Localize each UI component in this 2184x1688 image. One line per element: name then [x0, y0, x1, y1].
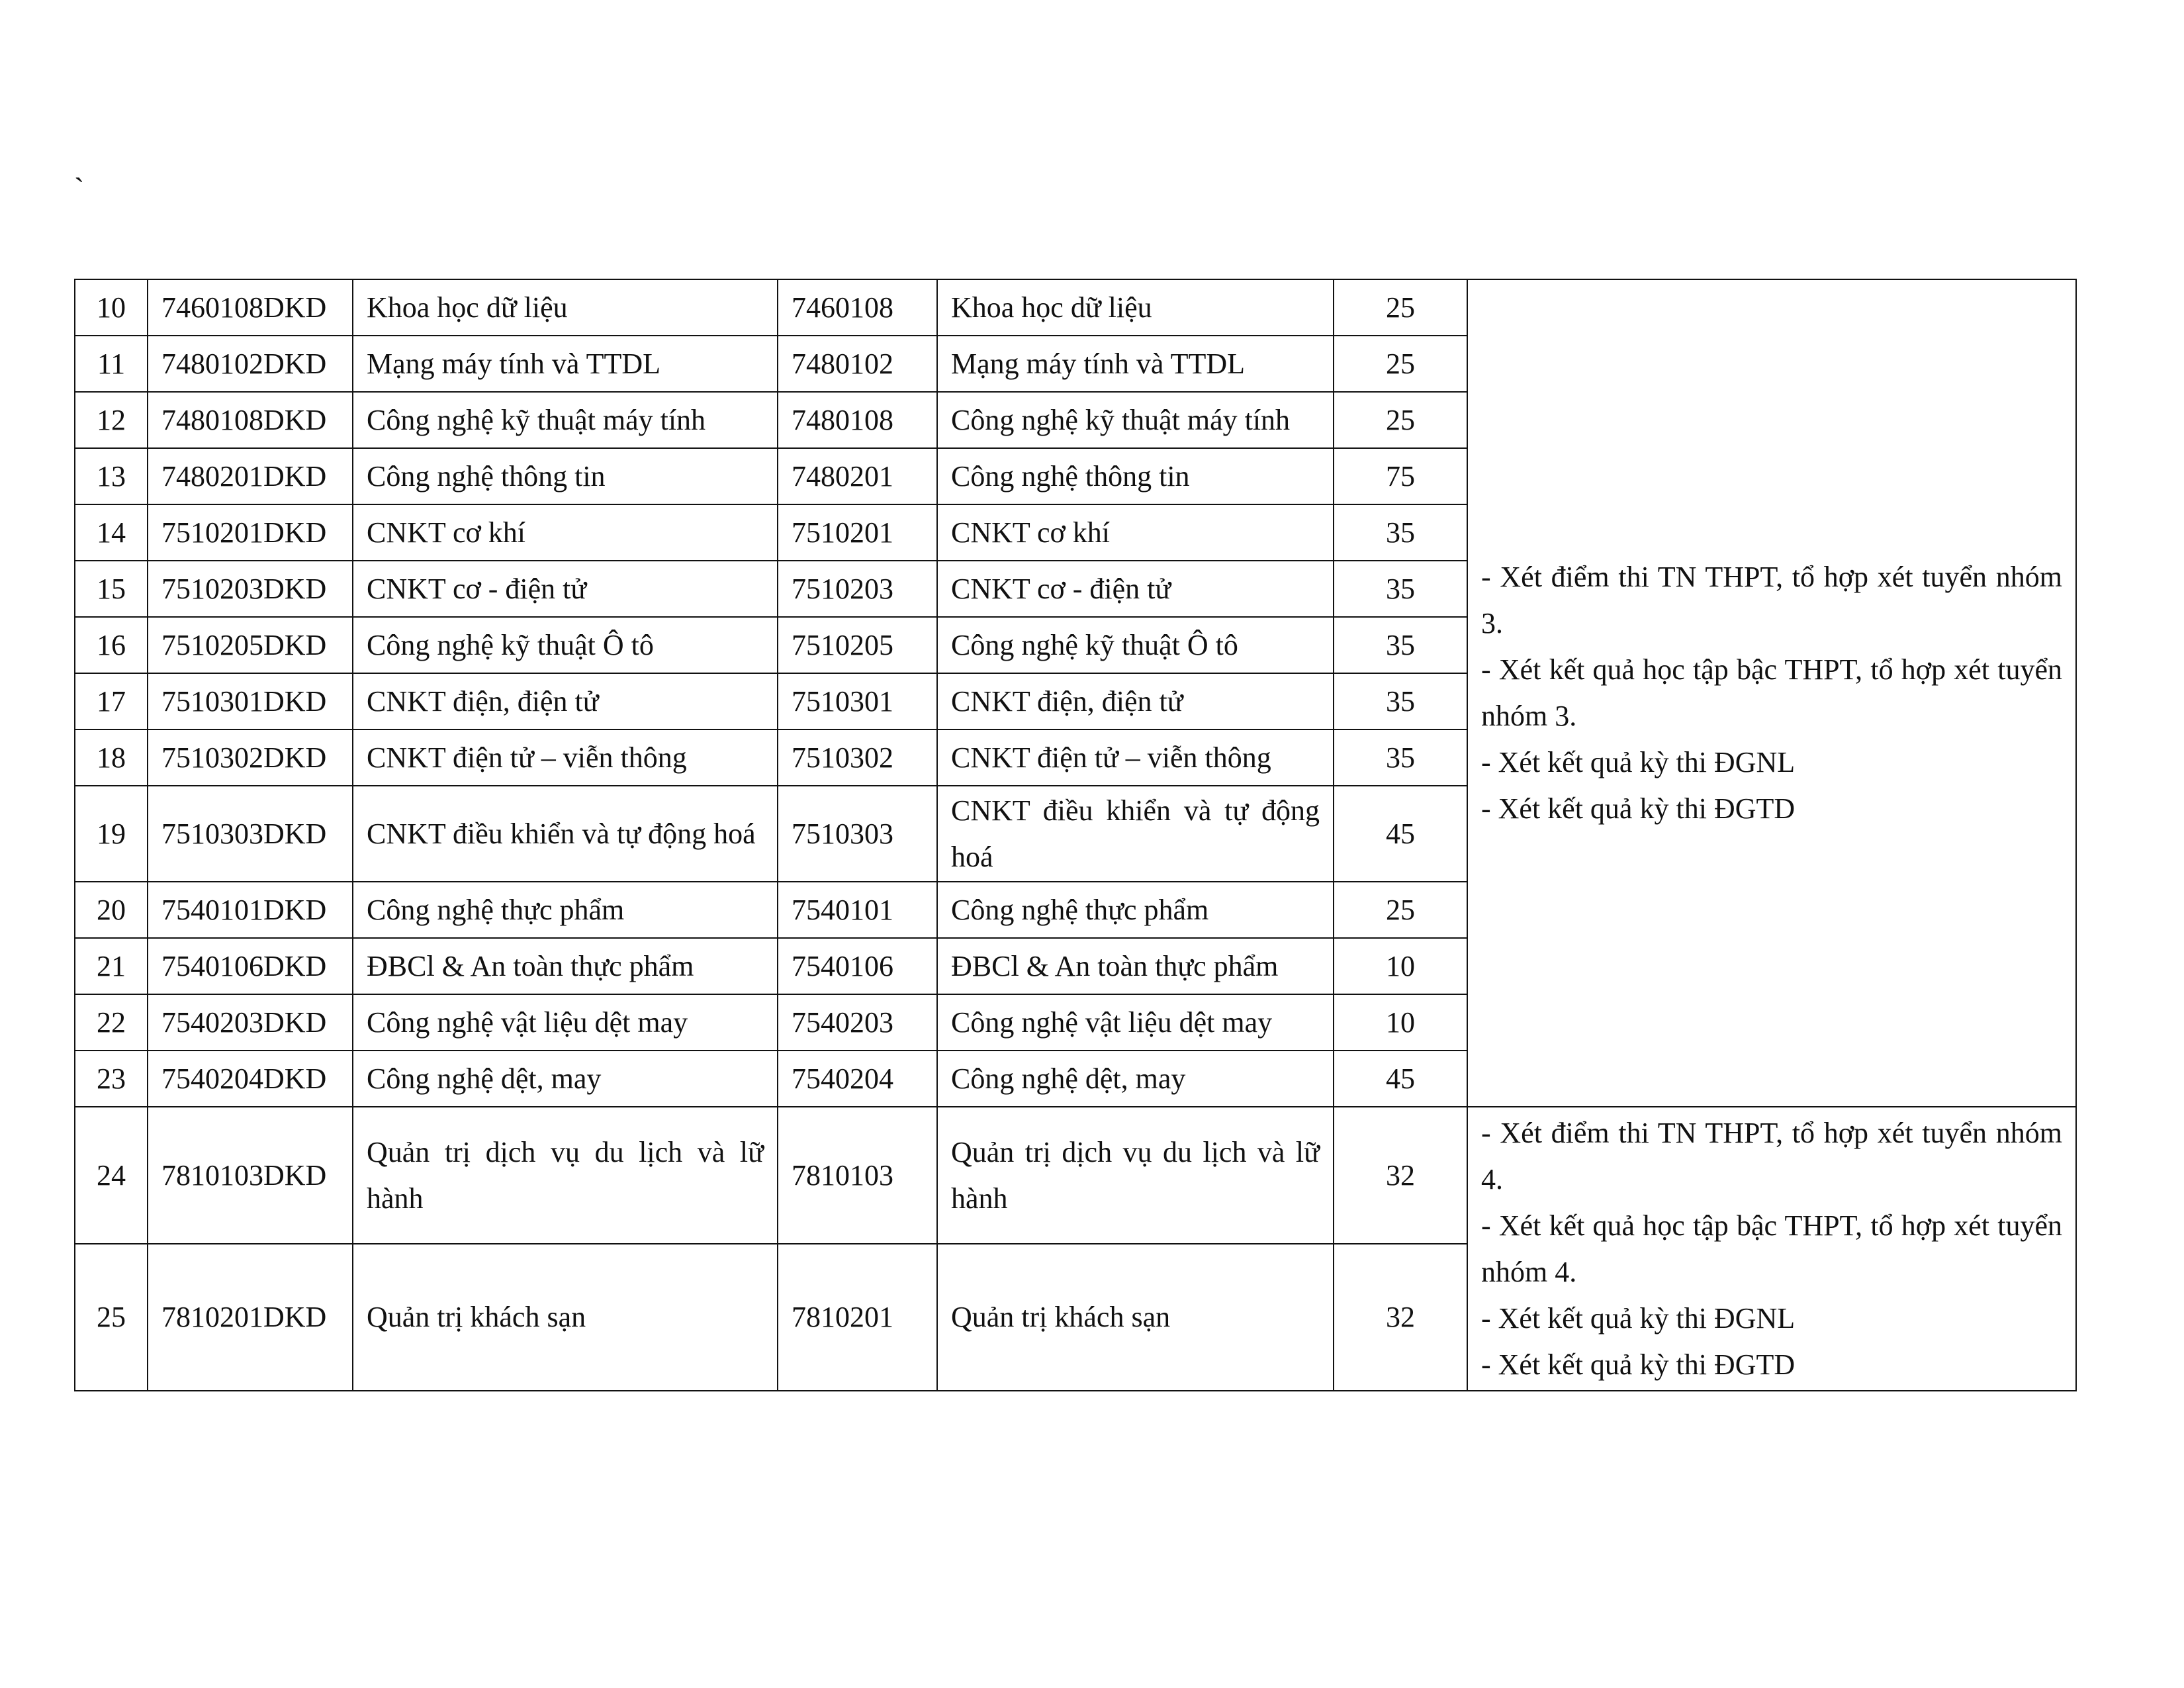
program-name: CNKT điện, điện tử: [353, 673, 778, 729]
quota: 45: [1334, 786, 1467, 882]
row-number: 22: [75, 994, 148, 1051]
program-name: Mạng máy tính và TTDL: [353, 336, 778, 392]
quota: 35: [1334, 504, 1467, 561]
program-name: Quản trị dịch vụ du lịch và lữ hành: [353, 1107, 778, 1244]
program-name: CNKT cơ - điện tử: [353, 561, 778, 617]
quota: 10: [1334, 938, 1467, 994]
row-number: 25: [75, 1244, 148, 1391]
row-number: 15: [75, 561, 148, 617]
program-code: 7510301DKD: [148, 673, 353, 729]
program-name: Công nghệ kỹ thuật máy tính: [353, 392, 778, 448]
program-code: 7480108DKD: [148, 392, 353, 448]
program-code: 7510201DKD: [148, 504, 353, 561]
major-code: 7540101: [778, 882, 937, 938]
quota: 25: [1334, 392, 1467, 448]
program-name: CNKT cơ khí: [353, 504, 778, 561]
major-name: CNKT cơ - điện tử: [937, 561, 1334, 617]
major-name: Công nghệ thực phẩm: [937, 882, 1334, 938]
row-number: 18: [75, 729, 148, 786]
major-name: CNKT điều khiển và tự động hoá: [937, 786, 1334, 882]
table-row: [75, 1107, 2076, 1244]
program-code: 7480102DKD: [148, 336, 353, 392]
quota: 35: [1334, 673, 1467, 729]
program-name: ĐBCl & An toàn thực phẩm: [353, 938, 778, 994]
major-name: Quản trị dịch vụ du lịch và lữ hành: [937, 1107, 1334, 1244]
program-code: 7540203DKD: [148, 994, 353, 1051]
quota: 32: [1334, 1107, 1467, 1244]
program-code: 7810103DKD: [148, 1107, 353, 1244]
quota: 35: [1334, 617, 1467, 673]
admissions-table: [74, 279, 2077, 1391]
major-code: 7480201: [778, 448, 937, 504]
program-code: 7510205DKD: [148, 617, 353, 673]
row-number: 17: [75, 673, 148, 729]
major-name: Quản trị khách sạn: [937, 1244, 1334, 1391]
quota: 35: [1334, 729, 1467, 786]
method-line: - Xét kết quả kỳ thi ĐGTD: [1481, 792, 1796, 825]
row-number: 23: [75, 1051, 148, 1107]
quota: 25: [1334, 279, 1467, 336]
method-line: - Xét điểm thi TN THPT, tổ hợp xét tuyển nhóm 4.: [1481, 1116, 2062, 1196]
row-number: 24: [75, 1107, 148, 1244]
row-number: 12: [75, 392, 148, 448]
quota: 32: [1334, 1244, 1467, 1391]
program-name: Công nghệ thực phẩm: [353, 882, 778, 938]
major-name: Công nghệ kỹ thuật Ô tô: [937, 617, 1334, 673]
admission-methods-group-3: [1467, 279, 2076, 1107]
table-row: [75, 279, 2076, 336]
major-name: Mạng máy tính và TTDL: [937, 336, 1334, 392]
program-code: 7510203DKD: [148, 561, 353, 617]
major-name: Công nghệ kỹ thuật máy tính: [937, 392, 1334, 448]
major-code: 7810201: [778, 1244, 937, 1391]
program-code: 7540106DKD: [148, 938, 353, 994]
major-name: CNKT cơ khí: [937, 504, 1334, 561]
major-name: ĐBCl & An toàn thực phẩm: [937, 938, 1334, 994]
quota: 25: [1334, 336, 1467, 392]
program-name: Công nghệ dệt, may: [353, 1051, 778, 1107]
row-number: 16: [75, 617, 148, 673]
major-name: Khoa học dữ liệu: [937, 279, 1334, 336]
program-code: 7510302DKD: [148, 729, 353, 786]
program-code: 7540101DKD: [148, 882, 353, 938]
major-code: 7480108: [778, 392, 937, 448]
quota: 45: [1334, 1051, 1467, 1107]
row-number: 11: [75, 336, 148, 392]
quota: 25: [1334, 882, 1467, 938]
program-name: Công nghệ thông tin: [353, 448, 778, 504]
major-code: 7480102: [778, 336, 937, 392]
major-name: Công nghệ dệt, may: [937, 1051, 1334, 1107]
program-code: 7810201DKD: [148, 1244, 353, 1391]
row-number: 20: [75, 882, 148, 938]
program-name: CNKT điều khiển và tự động hoá: [353, 786, 778, 882]
major-code: 7510205: [778, 617, 937, 673]
row-number: 19: [75, 786, 148, 882]
major-code: 7540203: [778, 994, 937, 1051]
method-line: - Xét kết quả kỳ thi ĐGNL: [1481, 1301, 1796, 1335]
program-code: 7460108DKD: [148, 279, 353, 336]
method-line: - Xét kết quả kỳ thi ĐGNL: [1481, 746, 1796, 778]
program-name: Quản trị khách sạn: [353, 1244, 778, 1391]
major-code: 7810103: [778, 1107, 937, 1244]
major-code: 7460108: [778, 279, 937, 336]
program-name: CNKT điện tử – viễn thông: [353, 729, 778, 786]
major-name: CNKT điện tử – viễn thông: [937, 729, 1334, 786]
quota: 75: [1334, 448, 1467, 504]
program-name: Khoa học dữ liệu: [353, 279, 778, 336]
quota: 35: [1334, 561, 1467, 617]
method-line: - Xét kết quả học tập bậc THPT, tổ hợp xét tuyển nhóm 3.: [1481, 653, 2062, 732]
method-line: - Xét kết quả kỳ thi ĐGTD: [1481, 1348, 1796, 1381]
stray-backtick-mark: `: [74, 171, 85, 205]
major-code: 7540106: [778, 938, 937, 994]
program-name: Công nghệ kỹ thuật Ô tô: [353, 617, 778, 673]
major-code: 7510302: [778, 729, 937, 786]
major-code: 7510203: [778, 561, 937, 617]
major-code: 7510303: [778, 786, 937, 882]
row-number: 13: [75, 448, 148, 504]
program-code: 7540204DKD: [148, 1051, 353, 1107]
row-number: 14: [75, 504, 148, 561]
method-line: - Xét điểm thi TN THPT, tổ hợp xét tuyển nhóm 3.: [1481, 561, 2062, 639]
program-code: 7480201DKD: [148, 448, 353, 504]
major-name: Công nghệ vật liệu dệt may: [937, 994, 1334, 1051]
major-name: CNKT điện, điện tử: [937, 673, 1334, 729]
major-code: 7510201: [778, 504, 937, 561]
program-name: Công nghệ vật liệu dệt may: [353, 994, 778, 1051]
quota: 10: [1334, 994, 1467, 1051]
row-number: 10: [75, 279, 148, 336]
admission-methods-group-4: [1467, 1107, 2076, 1391]
program-code: 7510303DKD: [148, 786, 353, 882]
row-number: 21: [75, 938, 148, 994]
major-code: 7540204: [778, 1051, 937, 1107]
major-name: Công nghệ thông tin: [937, 448, 1334, 504]
major-code: 7510301: [778, 673, 937, 729]
method-line: - Xét kết quả học tập bậc THPT, tổ hợp xét tuyển nhóm 4.: [1481, 1209, 2062, 1288]
